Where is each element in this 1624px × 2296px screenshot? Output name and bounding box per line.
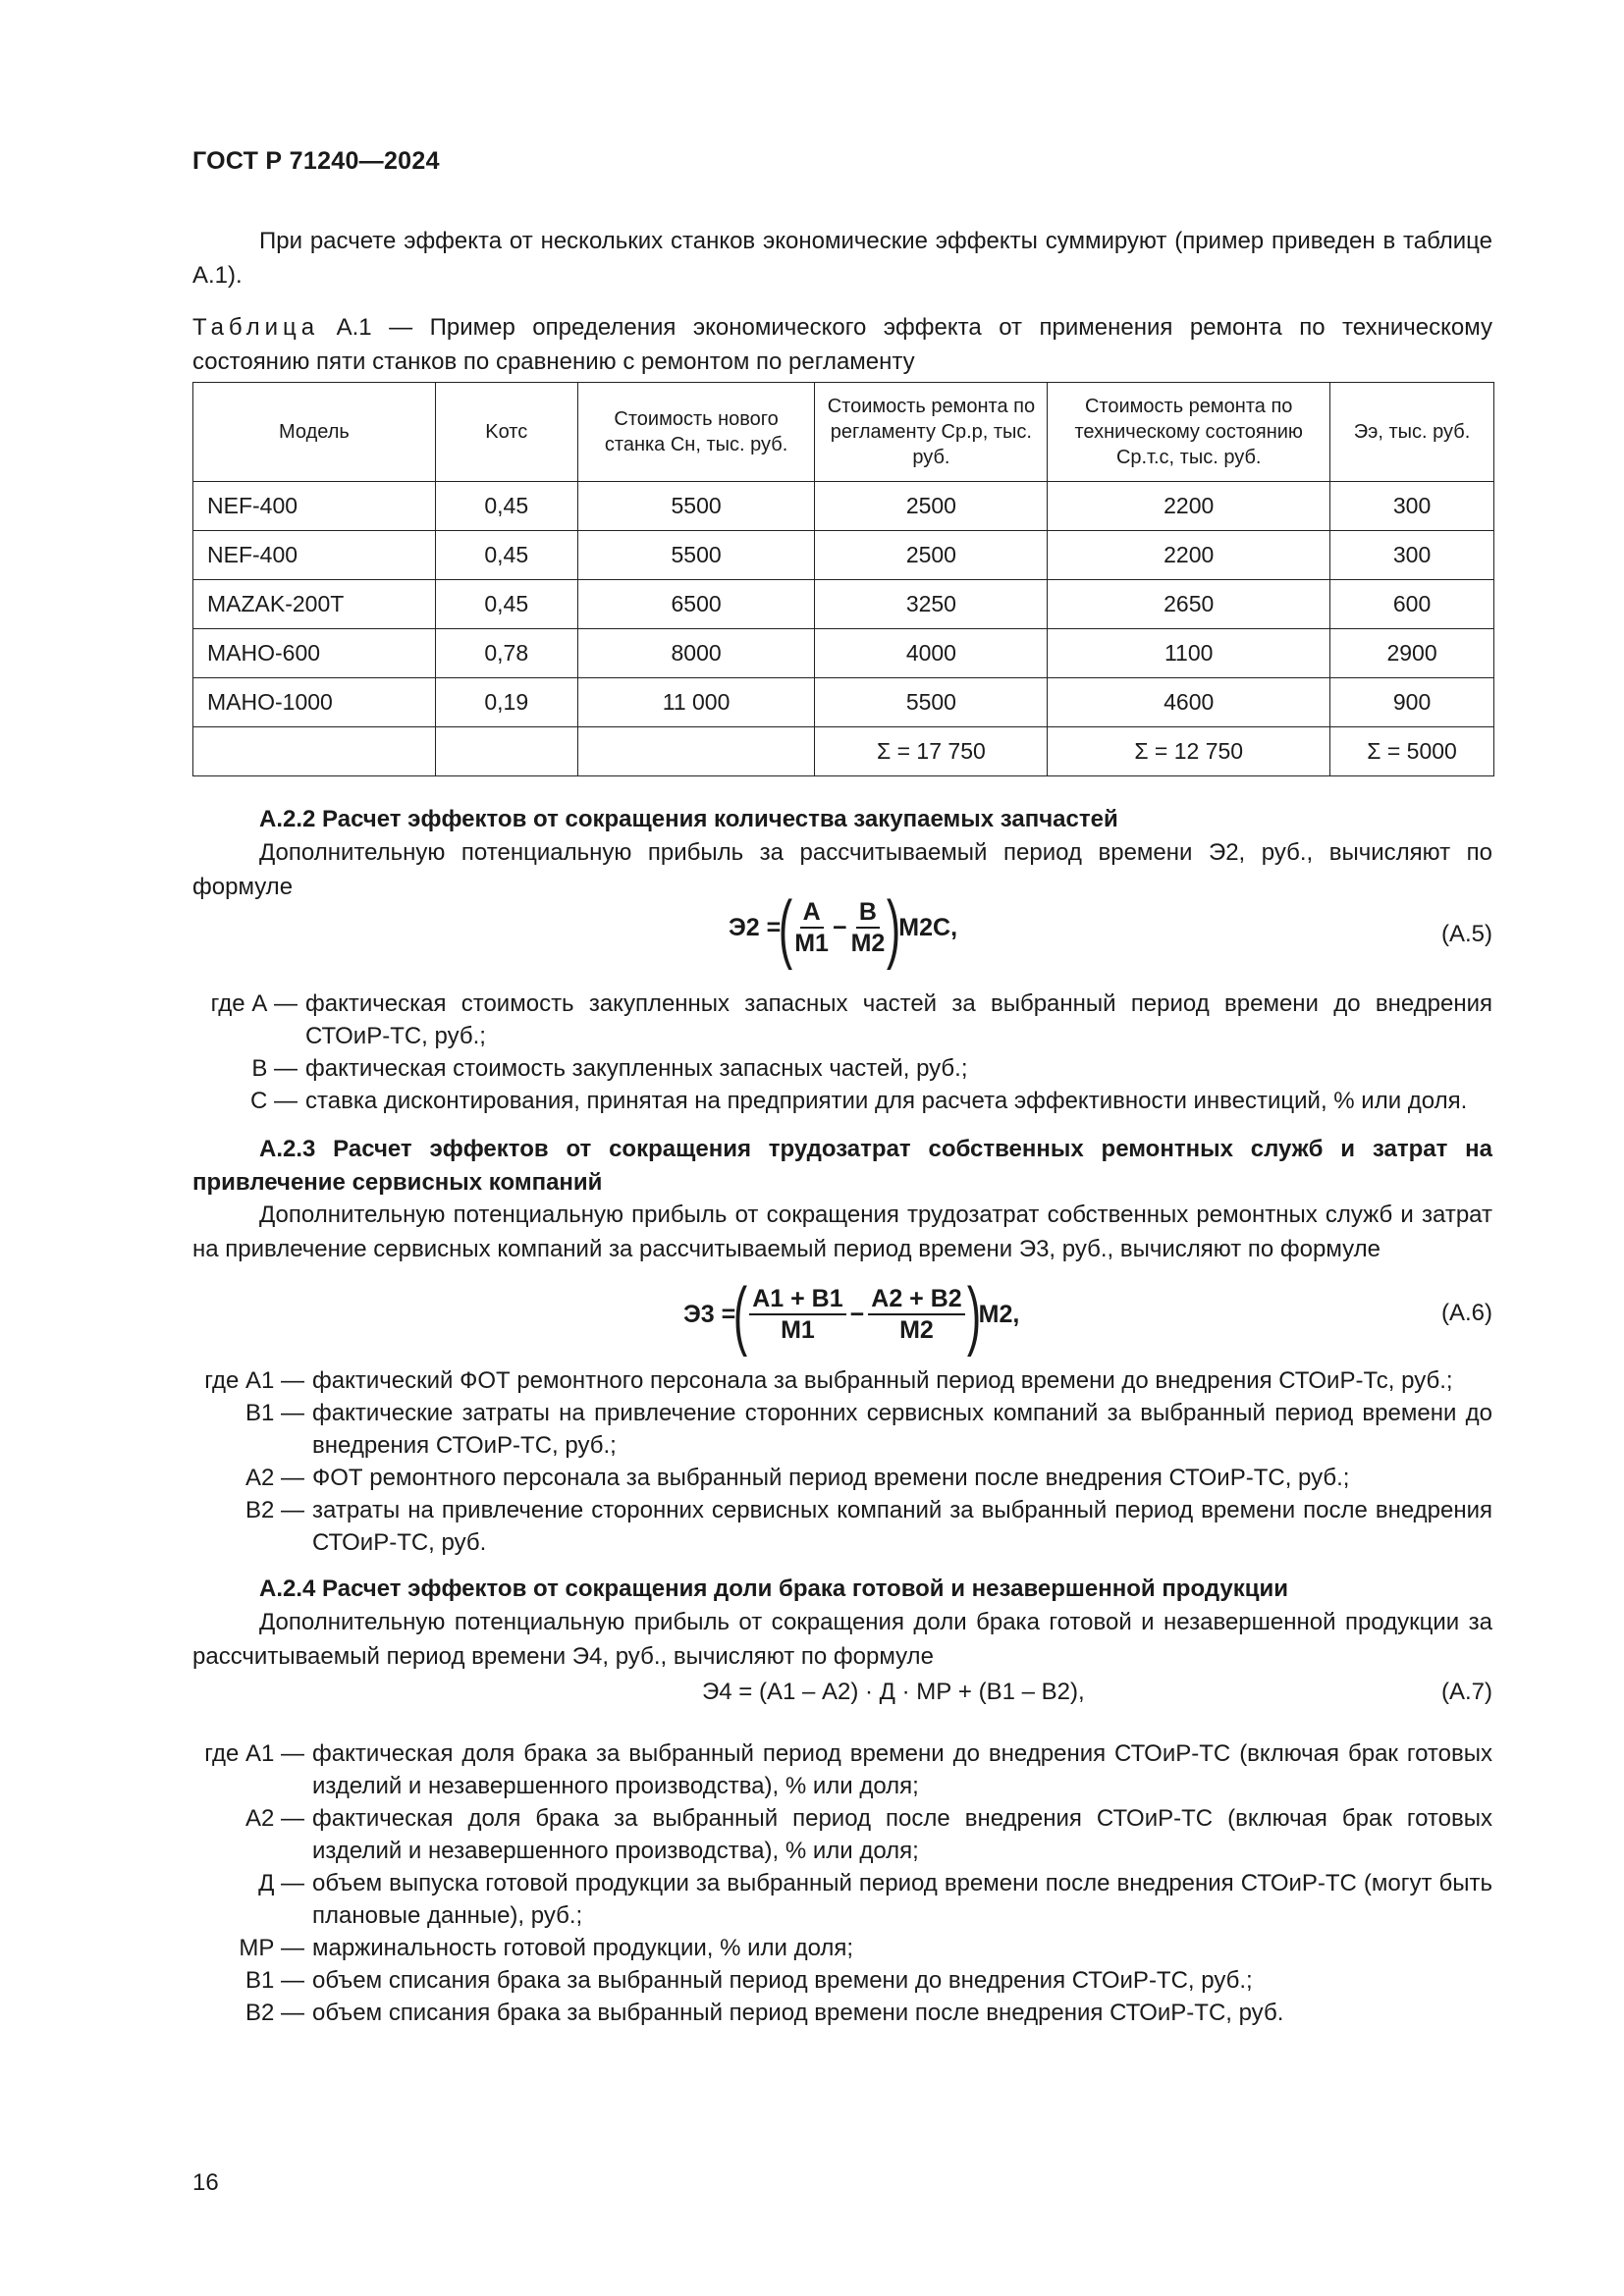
formula-a6 — [683, 1271, 1020, 1358]
legend-item — [192, 1802, 1492, 1867]
denominator: М1 — [781, 1316, 815, 1344]
formula-tail: М2, — [978, 1300, 1020, 1328]
legend-text: объем списания брака за выбранный период времени после внедрения СТОиР-ТС, руб. — [312, 2000, 1284, 2026]
table-row — [193, 678, 1494, 727]
header-cell: Ээ, тыс. руб. — [1330, 383, 1494, 482]
section-heading-a24: А.2.4 Расчет эффектов от сокращения доли брака готовой и незавершенной продукции — [259, 1575, 1288, 1602]
document-header: ГОСТ Р 71240—2024 — [192, 147, 440, 175]
legend-key: А2 — — [244, 1465, 304, 1491]
legend-text: объем выпуска готовой продукции за выбранный период времени после внедрения СТОиР-ТС (могут быть плановые данные), руб.; — [312, 1870, 1492, 1929]
legend-item — [192, 1052, 1492, 1085]
table-caption — [192, 310, 1492, 379]
table-totals-row — [193, 727, 1494, 776]
denominator: М2 — [899, 1316, 934, 1344]
legend-text: фактическая стоимость закупленных запасных частей, руб.; — [305, 1055, 968, 1082]
table-cell: 0,45 — [435, 580, 577, 629]
legend-key: где А1 — — [204, 1740, 304, 1767]
legend-item — [192, 1964, 1492, 1997]
legend-text: ФОТ ремонтного персонала за выбранный период времени после внедрения СТОиР-ТС, руб.; — [312, 1465, 1350, 1491]
legend-item — [192, 1737, 1492, 1802]
legend-text: фактическая доля брака за выбранный период после внедрения СТОиР-ТС (включая брак готовых изделий и незавершенного производства), % или доля; — [312, 1805, 1492, 1864]
page-number: 16 — [192, 2169, 219, 2196]
right-paren: ) — [966, 1271, 981, 1358]
table-cell: MAHO-1000 — [193, 678, 436, 727]
legend-item — [192, 1085, 1492, 1117]
table-cell: 1100 — [1048, 629, 1330, 678]
table-cell: 0,45 — [435, 531, 577, 580]
table-row — [193, 482, 1494, 531]
header-cell: Модель — [193, 383, 436, 482]
legend-item — [192, 1364, 1492, 1397]
section-heading-a23: А.2.3 Расчет эффектов от сокращения трудозатрат собственных ремонтных служб и затрат на привлечение сервисных компаний — [192, 1136, 1492, 1196]
table-cell: MAZAK-200T — [193, 580, 436, 629]
legend-key: МР — — [239, 1935, 304, 1961]
legend-text: фактический ФОТ ремонтного персонала за выбранный период времени до внедрения СТОиР-Тс, руб.; — [312, 1367, 1453, 1394]
formula-lhs: Э2 = — [729, 913, 782, 941]
equation-number: (А.6) — [1440, 1300, 1492, 1326]
legend-item — [192, 1397, 1492, 1462]
table-cell: 0,78 — [435, 629, 577, 678]
legend-item — [192, 1494, 1492, 1559]
legend-key: А2 — — [244, 1805, 304, 1832]
formula-tail: М2С, — [898, 913, 958, 941]
left-paren: ( — [733, 1271, 748, 1358]
table-cell: 4000 — [815, 629, 1048, 678]
table-cell: 4600 — [1048, 678, 1330, 727]
table-header-row — [193, 383, 1494, 482]
table-caption-label: Таблица — [192, 314, 320, 341]
table-cell: 2500 — [815, 482, 1048, 531]
numerator: А2 + В2 — [868, 1285, 964, 1315]
equation-number: (А.7) — [1440, 1679, 1492, 1705]
table-cell: 11 000 — [577, 678, 815, 727]
table-cell: NEF-400 — [193, 531, 436, 580]
legend-key: Д — — [258, 1870, 304, 1896]
minus-sign: − — [849, 1300, 865, 1328]
fraction — [749, 1285, 845, 1344]
equation-number: (А.5) — [1440, 921, 1492, 947]
total-cell: Σ = 12 750 — [1048, 727, 1330, 776]
legend-text: фактическая стоимость закупленных запасных частей за выбранный период времени до внедрения СТОиР-ТС, руб.; — [305, 990, 1492, 1049]
table-cell: 2900 — [1330, 629, 1494, 678]
legend-key: В1 — — [244, 1400, 304, 1426]
minus-sign: − — [832, 913, 847, 941]
table-cell: 600 — [1330, 580, 1494, 629]
section-paragraph-a24: Дополнительную потенциальную прибыль от сокращения доли брака готовой и незавершенной продукции за рассчитываемый период времени Э4, руб., вычисляют по формуле — [192, 1609, 1492, 1670]
table-cell — [577, 727, 815, 776]
table-row — [193, 531, 1494, 580]
legend-text: маржинальность готовой продукции, % или доля; — [312, 1935, 854, 1961]
table-cell — [435, 727, 577, 776]
table-caption-text: А.1 — Пример определения экономического эффекта от применения ремонта по техническому состоянию пяти станков по сравнению с ремонтом по регламенту — [192, 314, 1492, 375]
section-paragraph-a23: Дополнительную потенциальную прибыль от сокращения трудозатрат собственных ремонтных служб и затрат на привлечение сервисных компаний за рассчитываемый период времени Э3, руб., вычисляют по формуле — [192, 1201, 1492, 1262]
table-cell — [193, 727, 436, 776]
legend-key: С — — [250, 1088, 298, 1114]
total-cell: Σ = 17 750 — [815, 727, 1048, 776]
legend-key: В2 — — [244, 2000, 304, 2026]
legend-text: объем списания брака за выбранный период времени до внедрения СТОиР-ТС, руб.; — [312, 1967, 1253, 1994]
formula-lhs: Э3 = — [683, 1300, 736, 1328]
table-cell: NEF-400 — [193, 482, 436, 531]
legend-a6 — [192, 1364, 1492, 1559]
legend-text: фактические затраты на привлечение сторонних сервисных компаний за выбранный период времени до внедрения СТОиР-ТС, руб.; — [312, 1400, 1492, 1459]
legend-item — [192, 1462, 1492, 1494]
table-cell: 8000 — [577, 629, 815, 678]
right-paren: ) — [887, 884, 901, 971]
legend-item — [192, 1867, 1492, 1932]
denominator: М2 — [850, 930, 886, 957]
table-cell: 2500 — [815, 531, 1048, 580]
legend-key: где А1 — — [204, 1367, 304, 1394]
legend-item — [192, 1997, 1492, 2029]
table-cell: 900 — [1330, 678, 1494, 727]
intro-paragraph: При расчете эффекта от нескольких станков экономические эффекты суммируют (пример приведен в таблице А.1). — [192, 228, 1492, 289]
numerator: В — [856, 898, 880, 929]
economic-effect-table — [192, 382, 1494, 776]
table-cell: 3250 — [815, 580, 1048, 629]
legend-key: В — — [251, 1055, 298, 1082]
legend-item — [192, 1932, 1492, 1964]
table-cell: 0,19 — [435, 678, 577, 727]
table-row — [193, 629, 1494, 678]
formula-a7: Э4 = (А1 – А2) · Д · МР + (В1 – В2), — [702, 1679, 1085, 1705]
legend-key: В2 — — [244, 1497, 304, 1523]
table-cell: MAHO-600 — [193, 629, 436, 678]
legend-a7 — [192, 1737, 1492, 2029]
numerator: А1 + В1 — [749, 1285, 845, 1315]
numerator: А — [800, 898, 824, 929]
formula-a5 — [729, 884, 958, 971]
table-cell: 5500 — [815, 678, 1048, 727]
denominator: М1 — [794, 930, 829, 957]
legend-key: В1 — — [244, 1967, 304, 1994]
table-row — [193, 580, 1494, 629]
legend-item — [192, 988, 1492, 1052]
table-cell: 0,45 — [435, 482, 577, 531]
total-cell: Σ = 5000 — [1330, 727, 1494, 776]
legend-text: затраты на привлечение сторонних сервисных компаний за выбранный период времени после внедрения СТОиР-ТС, руб. — [312, 1497, 1492, 1556]
legend-text: фактическая доля брака за выбранный период времени до внедрения СТОиР-ТС (включая брак готовых изделий и незавершенного производства), % или доля; — [312, 1740, 1492, 1799]
fraction — [851, 898, 886, 957]
legend-a5 — [192, 988, 1492, 1117]
header-cell: Kотс — [435, 383, 577, 482]
fraction — [868, 1285, 964, 1344]
table-cell: 5500 — [577, 531, 815, 580]
legend-key: где А — — [210, 990, 298, 1017]
left-paren: ( — [779, 884, 793, 971]
table-cell: 5500 — [577, 482, 815, 531]
header-cell: Стоимость ремонта по регламенту Ср.р, тыс. руб. — [815, 383, 1048, 482]
header-cell: Стоимость нового станка Сн, тыс. руб. — [577, 383, 815, 482]
header-cell: Стоимость ремонта по техническому состоянию Ср.т.с, тыс. руб. — [1048, 383, 1330, 482]
table-cell: 2200 — [1048, 482, 1330, 531]
section-paragraph-a22: Дополнительную потенциальную прибыль за рассчитываемый период времени Э2, руб., вычисляют по формуле — [192, 839, 1492, 900]
legend-text: ставка дисконтирования, принятая на предприятии для расчета эффективности инвестиций, % или доля. — [305, 1088, 1468, 1114]
table-cell: 6500 — [577, 580, 815, 629]
table-cell: 2200 — [1048, 531, 1330, 580]
section-heading-a22: А.2.2 Расчет эффектов от сокращения количества закупаемых запчастей — [259, 806, 1118, 832]
table-cell: 300 — [1330, 482, 1494, 531]
table-cell: 2650 — [1048, 580, 1330, 629]
fraction — [794, 898, 829, 957]
table-cell: 300 — [1330, 531, 1494, 580]
